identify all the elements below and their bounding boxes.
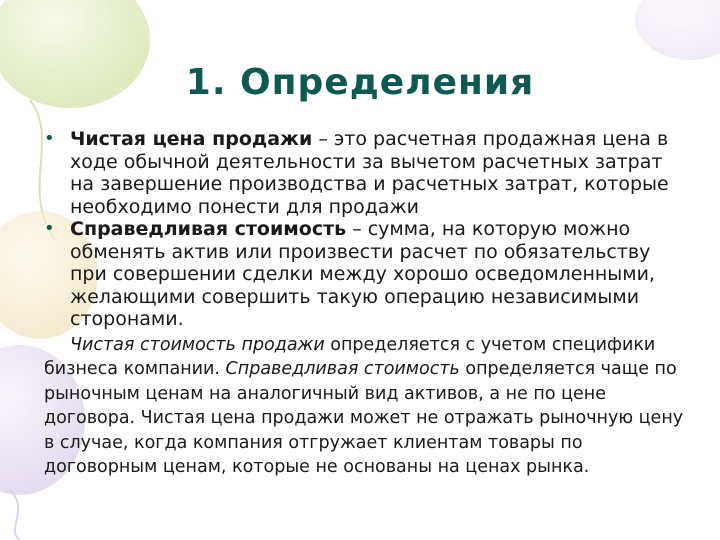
list-item	[44, 218, 684, 331]
bullet-icon: •	[44, 128, 55, 149]
bullet-icon: •	[44, 218, 55, 239]
paragraph-text: определяется с учетом специфики бизнеса компании.	[44, 334, 656, 379]
paragraph-text: определяется чаще по рыночным ценам на аналогичный вид активов, а не по цене договора. Чистая цена продажи может не отражать рыночную цену в случае, когда компания отгружает клиентам товары по договорным ценам, которые не основаны на ценах рынка.	[44, 359, 684, 477]
definition-text: – сумма, на которую можно обменять актив или произвести расчет по обязательству при совершении сделки между хорошо осведомленными, желающими совершить такую операцию независимыми сторонами.	[70, 218, 656, 330]
emphasis-term: Справедливая стоимость	[225, 359, 460, 379]
definition-list	[44, 128, 684, 331]
balloon-shape	[635, 0, 720, 60]
slide-content	[44, 128, 684, 480]
list-item	[44, 128, 684, 218]
emphasis-term: Чистая стоимость продажи	[70, 334, 325, 355]
term-label: Справедливая стоимость	[70, 218, 347, 240]
definition-text: – это расчетная продажная цена в ходе обычной деятельности за вычетом расчетных затрат на завершение производства и расчетных затрат, которые необходимо понести для продажи	[70, 128, 669, 218]
term-label: Чистая цена продажи	[70, 128, 313, 150]
explanation-paragraph	[44, 333, 684, 480]
slide-title: 1. Определения	[185, 62, 535, 103]
